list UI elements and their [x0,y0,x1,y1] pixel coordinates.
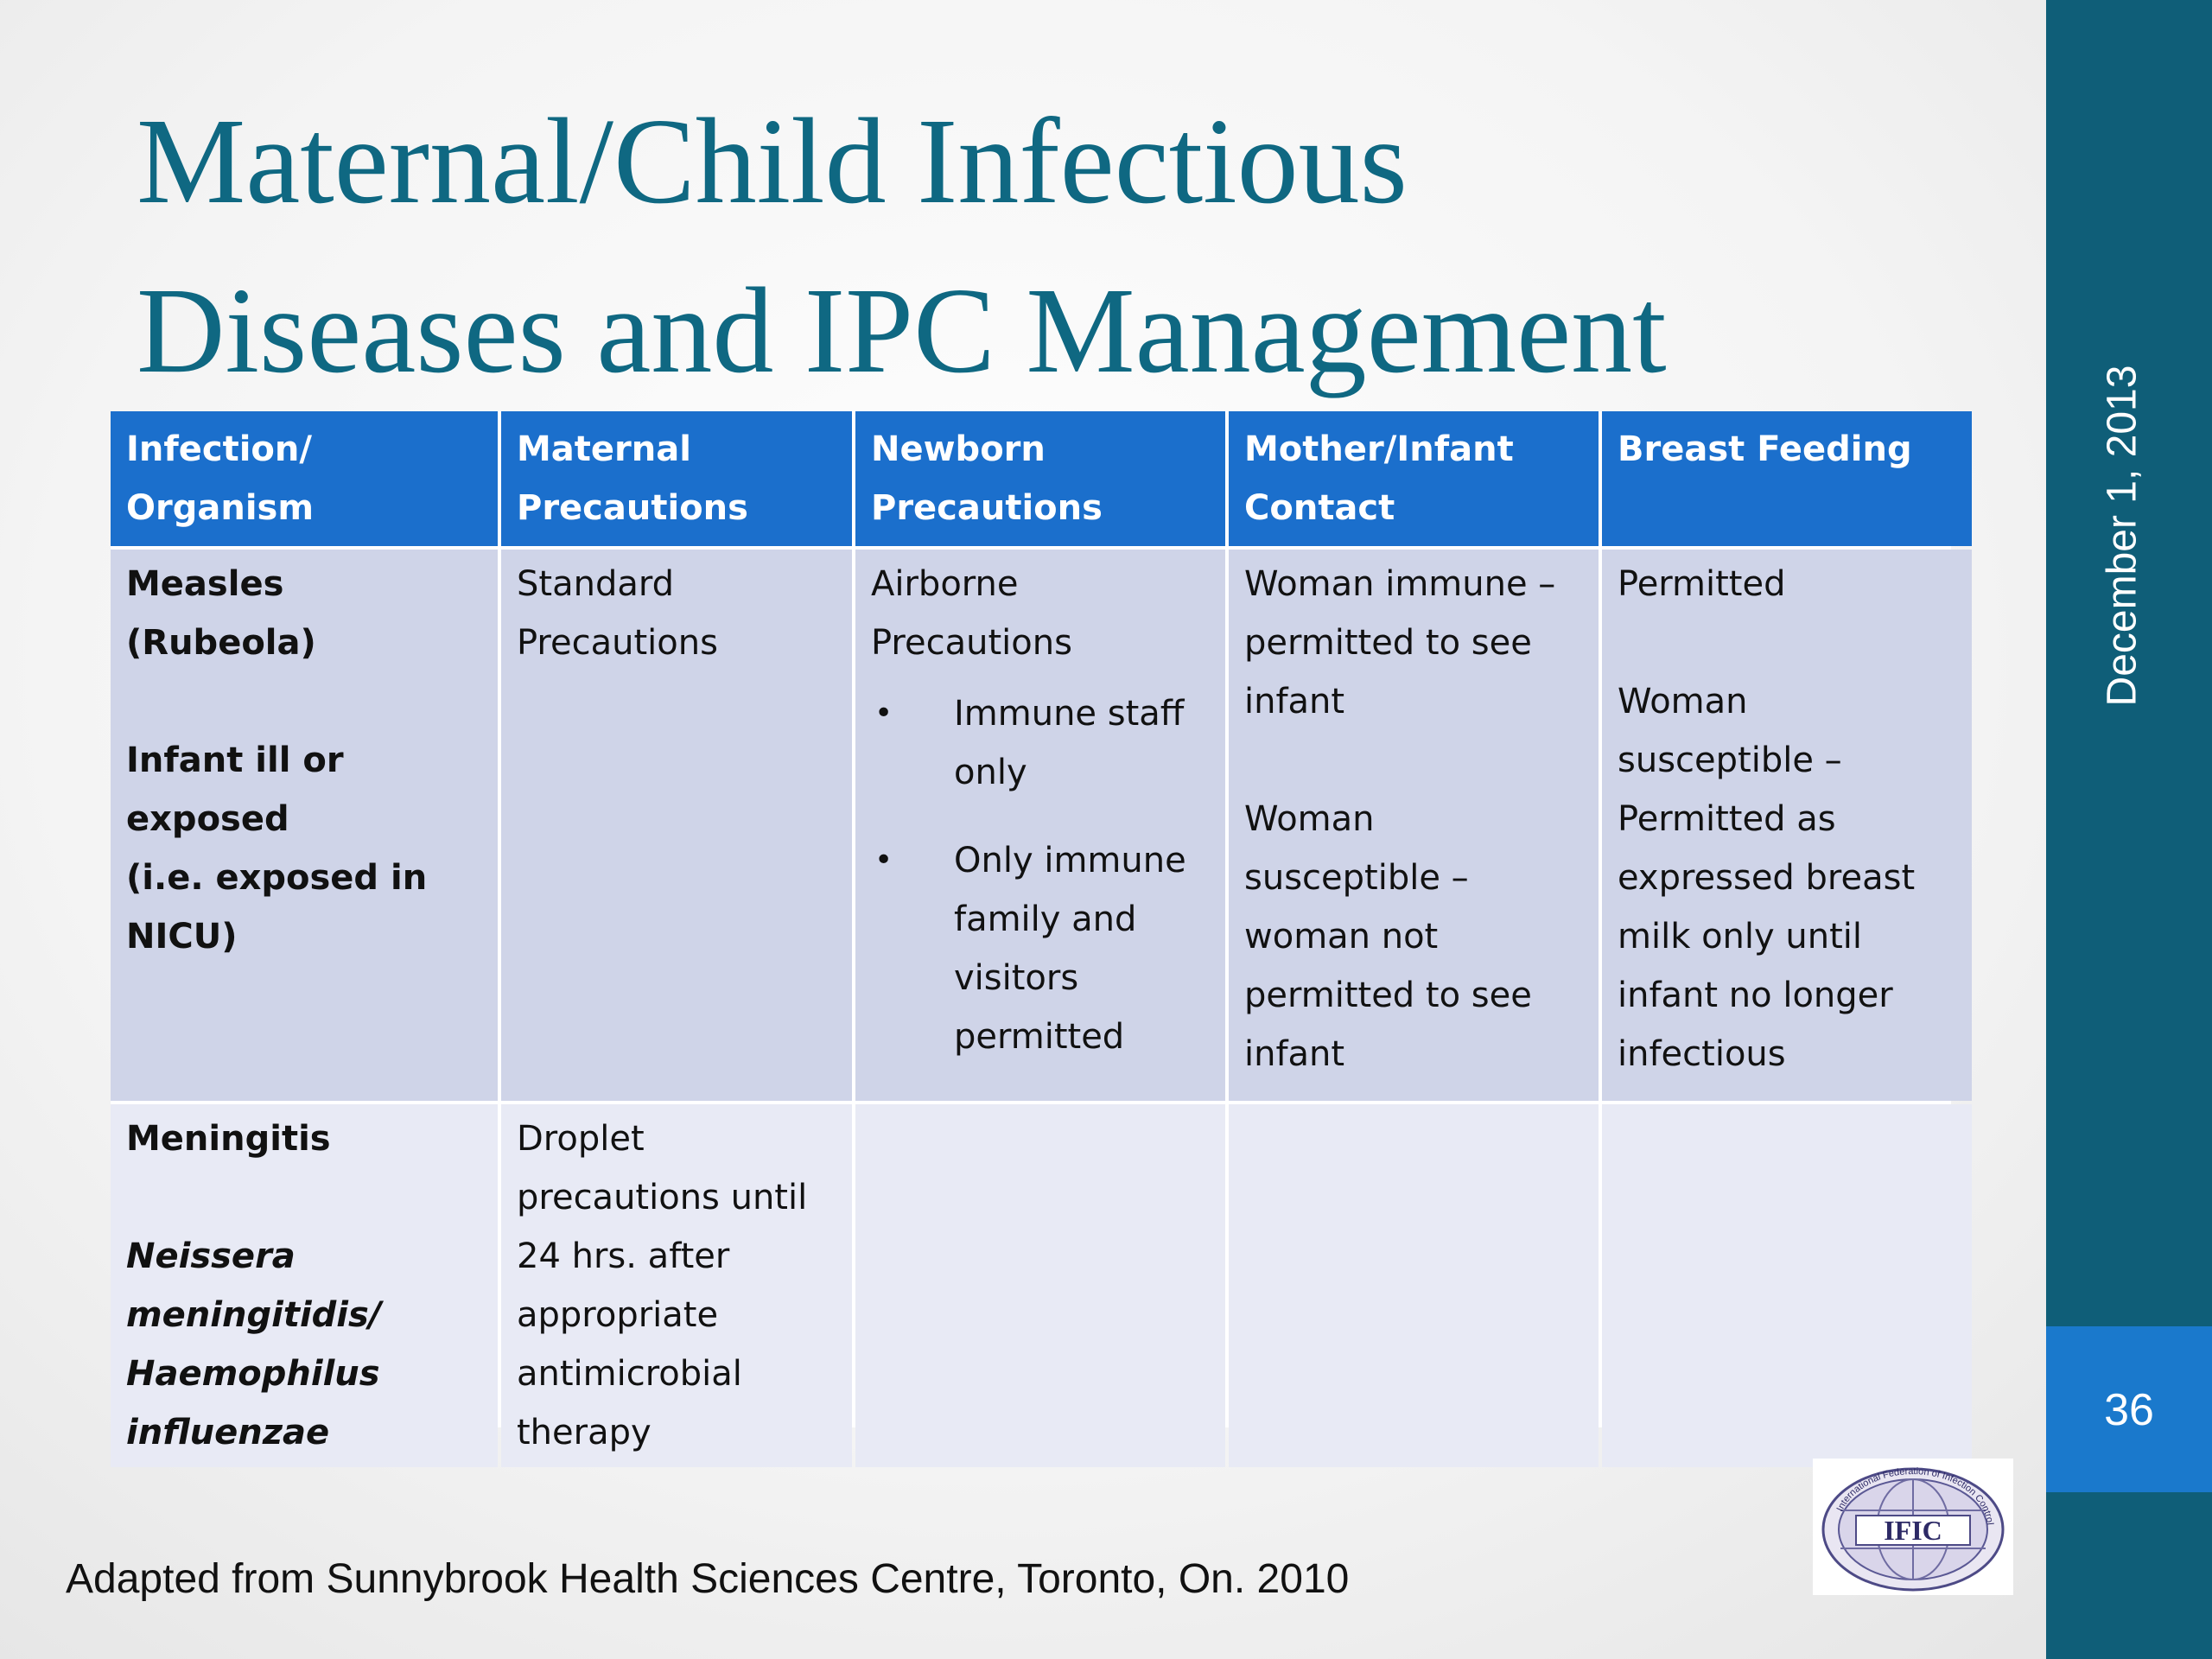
title-line-2: Diseases and IPC Management [137,262,1667,398]
newborn-bullet-list [871,684,1210,1066]
cell-organism-measles: Measles (Rubeola) Infant ill or exposed (i.e. exposed in NICU) [111,550,498,1101]
logo-text: IFIC [1884,1515,1942,1546]
header-maternal-precautions: Maternal Precautions [501,411,852,546]
table-row-measles [111,550,1972,1101]
slide-date: December 1, 2013 [2099,365,2145,707]
page-number: 36 [2104,1385,2154,1435]
cell-newborn-meningitis [855,1104,1225,1467]
cell-maternal-measles: Standard Precautions [501,550,852,1101]
header-infection-organism: Infection/ Organism [111,411,498,546]
precautions-table [111,411,1951,1452]
cell-maternal-meningitis: Droplet precautions until 24 hrs. after appropriate antimicrobial therapy [501,1104,852,1467]
globe-icon [1813,1459,2013,1595]
cell-breastfeeding-meningitis [1602,1104,1972,1467]
header-breast-feeding: Breast Feeding [1602,411,1972,546]
cell-organism-meningitis: Meningitis Neissera meningitidis/ Haemophilus influenzae [111,1104,498,1467]
ific-logo [1813,1459,2013,1595]
svg-text:International Federation of In: International Federation of Infection Control [1834,1465,1995,1526]
cell-newborn-measles: Airborne Precautions • Immune staff only • Only immune family and visitors permitted [855,550,1225,1101]
table-header-row [111,411,1972,546]
title-line-1: Maternal/Child Infectious [137,92,1408,229]
cell-contact-measles: Woman immune – permitted to see infant Woman susceptible – woman not permitted to see infant [1229,550,1599,1101]
header-mother-infant-contact: Mother/Infant Contact [1229,411,1599,546]
list-item: • Only immune family and visitors permitted [871,831,1210,1066]
table-row-meningitis [111,1104,1972,1467]
cell-contact-meningitis [1229,1104,1599,1467]
source-note: Adapted from Sunnybrook Health Sciences Centre, Toronto, On. 2010 [66,1556,1350,1602]
cell-breastfeeding-measles: Permitted Woman susceptible – Permitted as expressed breast milk only until infant no longer infectious [1602,550,1972,1101]
slide-title [137,76,1951,415]
list-item: • Immune staff only [871,684,1210,802]
header-newborn-precautions: Newborn Precautions [855,411,1225,546]
